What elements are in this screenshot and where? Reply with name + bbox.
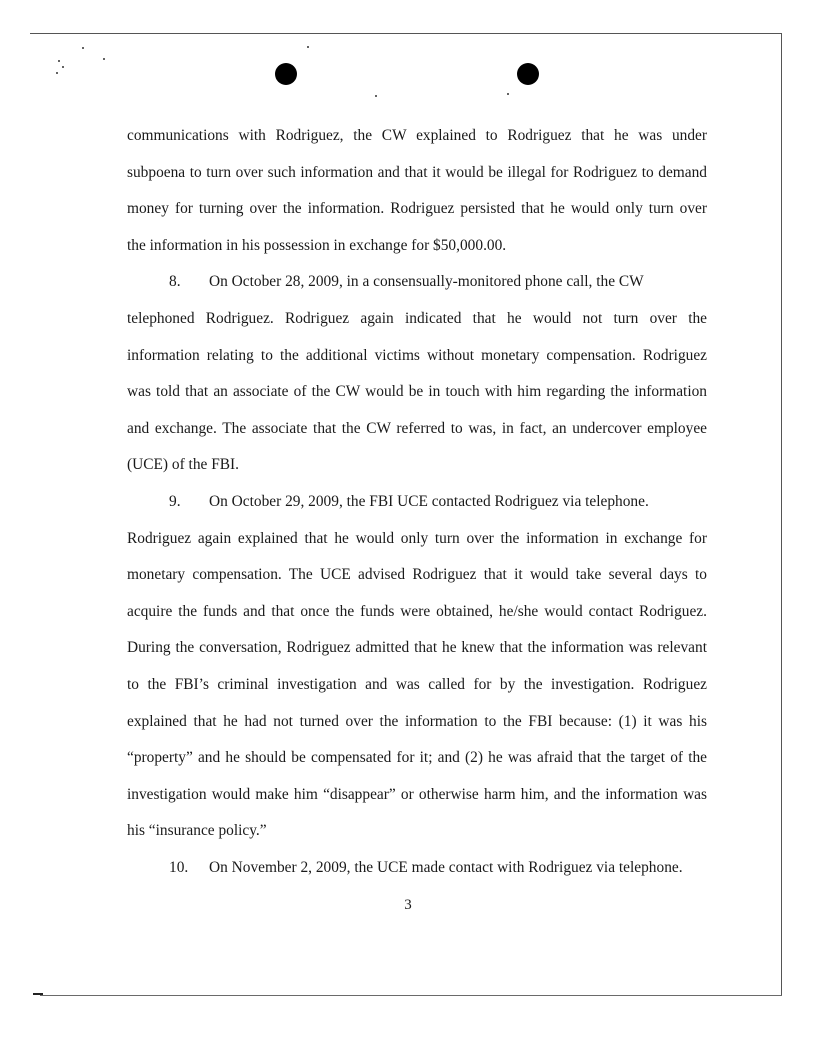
text-line: telephoned Rodriguez. Rodriguez again indicated that he would not turn over the — [127, 309, 707, 327]
text-line: “property” and he should be compensated for it; and (2) he was afraid that the target of the — [127, 749, 707, 767]
paragraph-first-line — [127, 850, 707, 887]
punch-hole-right — [517, 63, 539, 85]
text-line: to the FBI’s criminal investigation and was called for by the investigation. Rodriguez — [127, 675, 707, 693]
scan-speck — [307, 46, 309, 48]
text-line: his “insurance policy.” — [127, 822, 267, 840]
scan-speck — [62, 66, 64, 68]
continuation-paragraph — [127, 118, 707, 264]
page-number: 3 — [404, 897, 412, 913]
scan-speck — [56, 72, 58, 74]
scan-edge-bottom — [40, 995, 782, 996]
text-line: Rodriguez again explained that he would only turn over the information in exchange for — [127, 529, 707, 547]
text-line: was told that an associate of the CW would be in touch with him regarding the information — [127, 383, 707, 401]
text-line: money for turning over the information. Rodriguez persisted that he would only turn over — [127, 200, 707, 218]
paragraph-number: 9. — [169, 492, 181, 510]
scan-speck — [103, 58, 105, 60]
paragraph-8 — [127, 264, 707, 484]
text-line: subpoena to turn over such information and that it would be illegal for Rodriguez to demand — [127, 163, 707, 181]
paragraph-number: 8. — [169, 273, 181, 291]
paragraph-9 — [127, 484, 707, 850]
scan-speck — [507, 93, 509, 95]
text-line: information relating to the additional victims without monetary compensation. Rodriguez — [127, 346, 707, 364]
text-line: On October 29, 2009, the FBI UCE contacted Rodriguez via telephone. — [209, 492, 649, 510]
scan-edge-top — [30, 33, 782, 34]
text-line: On November 2, 2009, the UCE made contact with Rodriguez via telephone. — [209, 858, 683, 876]
text-line: acquire the funds and that once the funds were obtained, he/she would contact Rodriguez. — [127, 602, 707, 620]
scan-edge-corner — [33, 993, 43, 995]
text-line: On October 28, 2009, in a consensually-monitored phone call, the CW — [209, 273, 644, 291]
paragraph-number: 10. — [169, 858, 189, 876]
text-line: monetary compensation. The UCE advised Rodriguez that it would take several days to — [127, 566, 707, 584]
body-text — [127, 118, 707, 886]
text-line: investigation would make him “disappear” or otherwise harm him, and the information was — [127, 785, 707, 803]
punch-hole-left — [275, 63, 297, 85]
scan-speck — [82, 47, 84, 49]
paragraph-first-line — [127, 484, 707, 521]
scan-speck — [58, 60, 60, 62]
scan-speck — [375, 95, 377, 97]
paragraph-10 — [127, 850, 707, 887]
text-line: communications with Rodriguez, the CW explained to Rodriguez that he was under — [127, 127, 707, 144]
scan-edge-right — [781, 33, 782, 995]
text-line: and exchange. The associate that the CW referred to was, in fact, an undercover employee — [127, 419, 707, 437]
paragraph-first-line — [127, 264, 707, 301]
text-line: explained that he had not turned over the information to the FBI because: (1) it was his — [127, 712, 707, 730]
text-line: During the conversation, Rodriguez admitted that he knew that the information was relevant — [127, 639, 707, 657]
text-line: the information in his possession in exchange for $50,000.00. — [127, 236, 507, 254]
text-line: (UCE) of the FBI. — [127, 456, 239, 474]
